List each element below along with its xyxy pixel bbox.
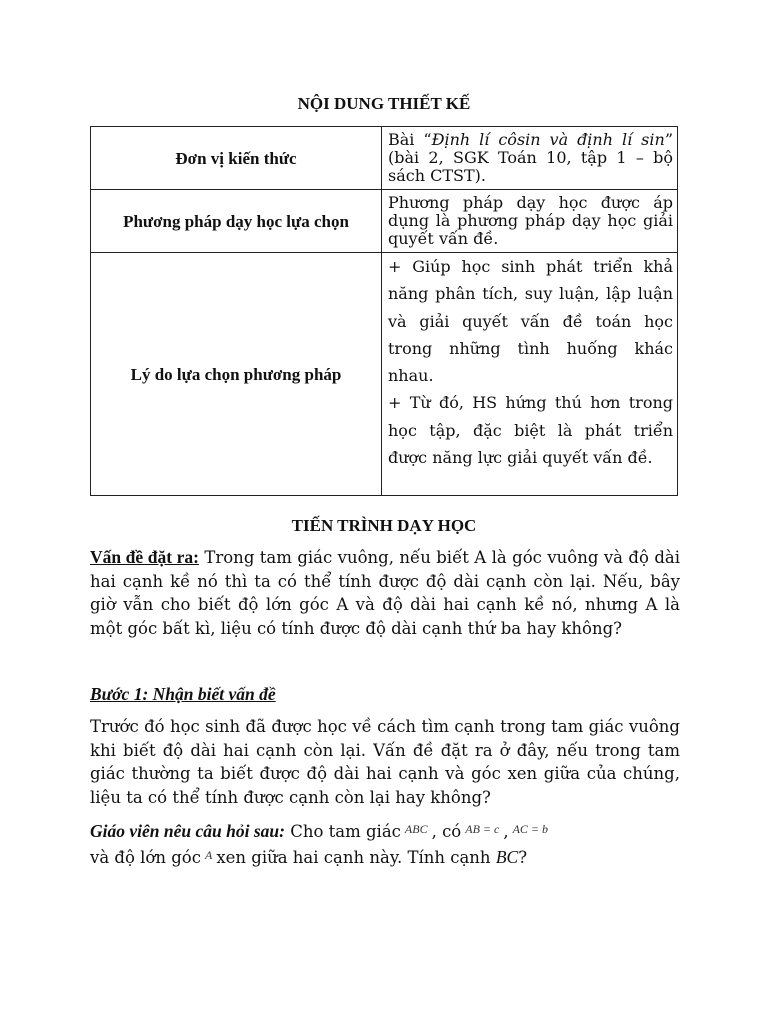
- teacher-label: Giáo viên nêu câu hỏi sau:: [90, 821, 285, 841]
- problem-paragraph: [90, 546, 680, 640]
- teacher-text-5: xen giữa hai cạnh này. Tính cạnh: [216, 847, 491, 867]
- math-ab: AB = c: [465, 822, 500, 836]
- teacher-text-6: ?: [518, 847, 528, 867]
- process-title: TIẾN TRÌNH DẠY HỌC: [291, 516, 477, 535]
- teacher-text-4: và độ lớn góc: [90, 847, 201, 867]
- teacher-text-2: , có: [431, 822, 462, 841]
- lesson-suffix: ” (bài 2, SGK Toán 10, tập 1 – bộ sách CTST).: [388, 130, 674, 185]
- teacher-question: [90, 820, 680, 871]
- design-table: [90, 126, 678, 496]
- row-label: Phương pháp dạy học lựa chọn: [91, 190, 382, 253]
- lesson-prefix: Bài “: [388, 130, 432, 149]
- math-bc: BC: [495, 846, 519, 867]
- content-title: NỘI DUNG THIẾT KẾ: [297, 94, 471, 113]
- problem-label: Vấn đề đặt ra:: [90, 547, 199, 567]
- math-ac: AC = b: [512, 822, 549, 836]
- step1-paragraph: Trước đó học sinh đã được học về cách tìm cạnh trong tam giác vuông khi biết độ dài hai cạnh còn lại. Vấn đề đặt ra ở đây, nếu trong tam giác thường ta biết được độ dài hai cạnh và góc xen giữa của chúng, liệu ta có thể tính được cạnh còn lại hay không?: [90, 717, 680, 807]
- row-content: [382, 127, 678, 190]
- problem-text: Trong tam giác vuông, nếu biết A là góc vuông và độ dài hai cạnh kề nó thì ta có thể tính được độ dài cạnh còn lại. Nếu, bây giờ vẫn cho biết độ lớn góc A và độ dài hai cạnh kề nó, nhưng A là một góc bất kì, liệu có tính được độ dài cạnh thứ ba hay không?: [90, 548, 680, 638]
- teacher-text-3: ,: [503, 822, 509, 841]
- row-content: Phương pháp dạy học được áp dụng là phương pháp dạy học giải quyết vấn đề.: [382, 190, 678, 253]
- table-row: [91, 127, 678, 190]
- math-abc: ABC: [404, 822, 428, 836]
- row-label: Đơn vị kiến thức: [91, 127, 382, 190]
- reason-1: + Giúp học sinh phát triển khả năng phân tích, suy luận, lập luận và giải quyết vấn đề toán học trong những tình huống khác nhau.: [388, 257, 673, 386]
- math-a: A: [204, 847, 213, 862]
- lesson-title: Định lí côsin và định lí sin: [431, 130, 665, 149]
- table-row: [91, 190, 678, 253]
- row-label: Lý do lựa chọn phương pháp: [91, 253, 382, 496]
- row-content: [382, 253, 678, 496]
- teacher-text-1: Cho tam giác: [284, 822, 401, 841]
- reason-2: + Từ đó, HS hứng thú hơn trong học tập, đặc biệt là phát triển được năng lực giải quyết vấn đề.: [388, 393, 673, 468]
- table-row: [91, 253, 678, 496]
- step1-heading: Bước 1: Nhận biết vấn đề: [90, 684, 276, 704]
